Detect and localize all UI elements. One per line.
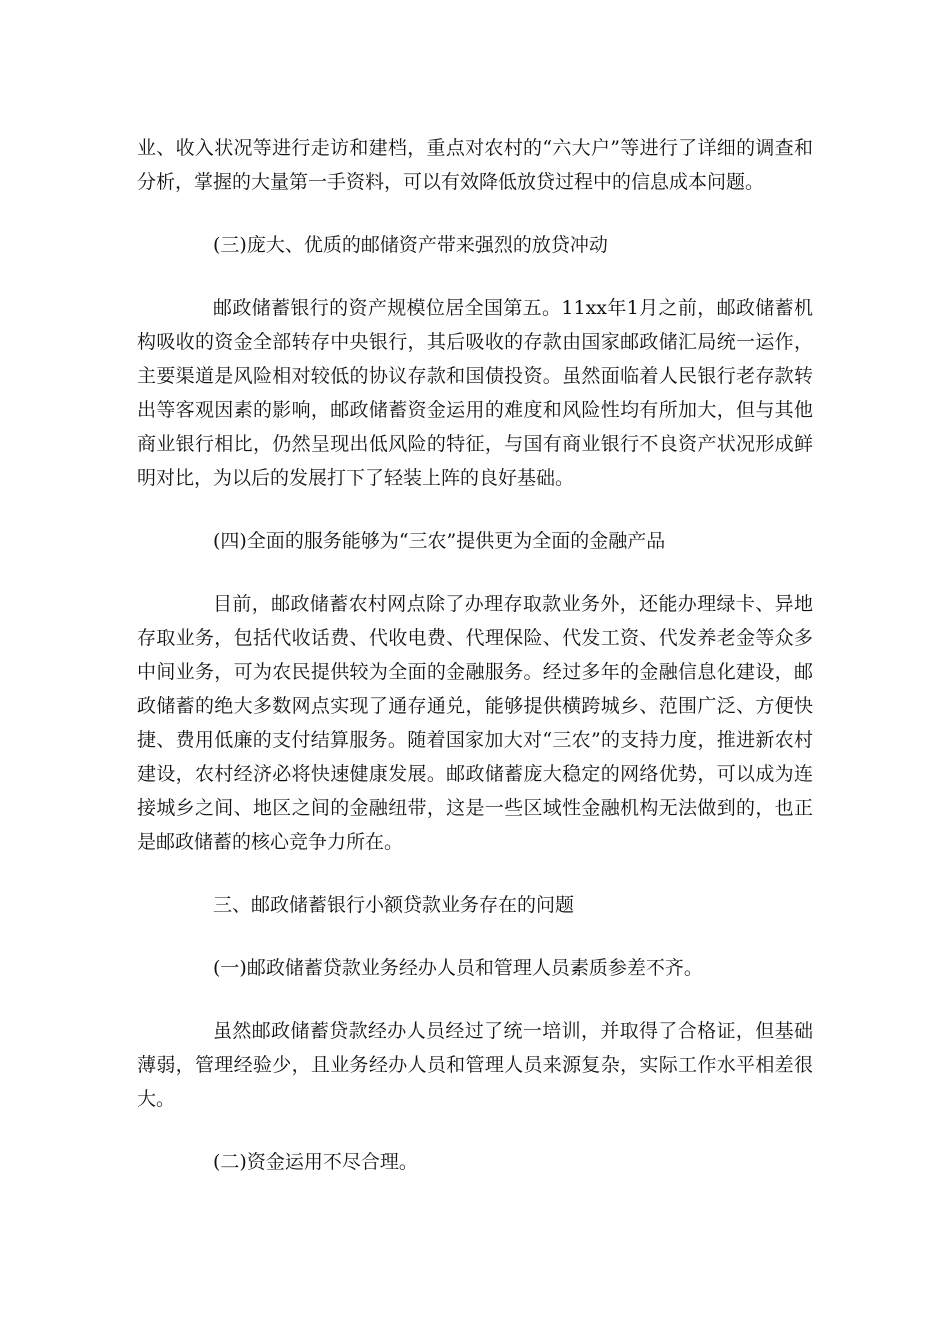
paragraph-continuation: 业、收入状况等进行走访和建档，重点对农村的“六大户”等进行了详细的调查和分析，掌握的大量第一手资料，可以有效降低放贷过程中的信息成本问题。 (137, 137, 813, 193)
subsection-heading-2: (二)资金运用不尽合理。 (213, 1151, 418, 1173)
paragraph-services: 目前，邮政储蓄农村网点除了办理存取款业务外，还能办理绿卡、异地存取业务，包括代收话费、代收电费、代理保险、代发工资、代发养老金等众多中间业务，可为农民提供较为全面的金融服务。经过多年的金融信息化建设，邮政储蓄的绝大多数网点实现了通存通兑，能够提供横跨城乡、范围广泛、方便快捷、费用低廉的支付结算服务。随着国家加大对“三农”的支持力度，推进新农村建设，农村经济必将快速健康发展。邮政储蓄庞大稳定的网络优势，可以成为连接城乡之间、地区之间的金融纽带，这是一些区域性金融机构无法做到的，也正是邮政储蓄的核心竞争力所在。 (137, 593, 813, 853)
document-body (137, 131, 813, 1208)
section-heading-3: (三)庞大、优质的邮储资产带来强烈的放贷冲动 (213, 234, 608, 256)
subsection-heading-1: (一)邮政储蓄贷款业务经办人员和管理人员素质参差不齐。 (213, 957, 703, 979)
section-heading-4: (四)全面的服务能够为“三农”提供更为全面的金融产品 (213, 530, 666, 552)
chapter-heading-problems: 三、邮政储蓄银行小额贷款业务存在的问题 (213, 894, 575, 916)
paragraph-staff: 虽然邮政储蓄贷款经办人员经过了统一培训，并取得了合格证，但基础薄弱，管理经验少，且业务经办人员和管理人员来源复杂，实际工作水平相差很大。 (137, 1020, 813, 1110)
paragraph-assets: 邮政储蓄银行的资产规模位居全国第五。11xx年1月之前，邮政储蓄机构吸收的资金全部转存中央银行，其后吸收的存款由国家邮政储汇局统一运作，主要渠道是风险相对较低的协议存款和国债投资。虽然面临着人民银行老存款转出等客观因素的影响，邮政储蓄资金运用的难度和风险性均有所加大，但与其他商业银行相比，仍然呈现出低风险的特征，与国有商业银行不良资产状况形成鲜明对比，为以后的发展打下了轻装上阵的良好基础。 (137, 297, 813, 489)
